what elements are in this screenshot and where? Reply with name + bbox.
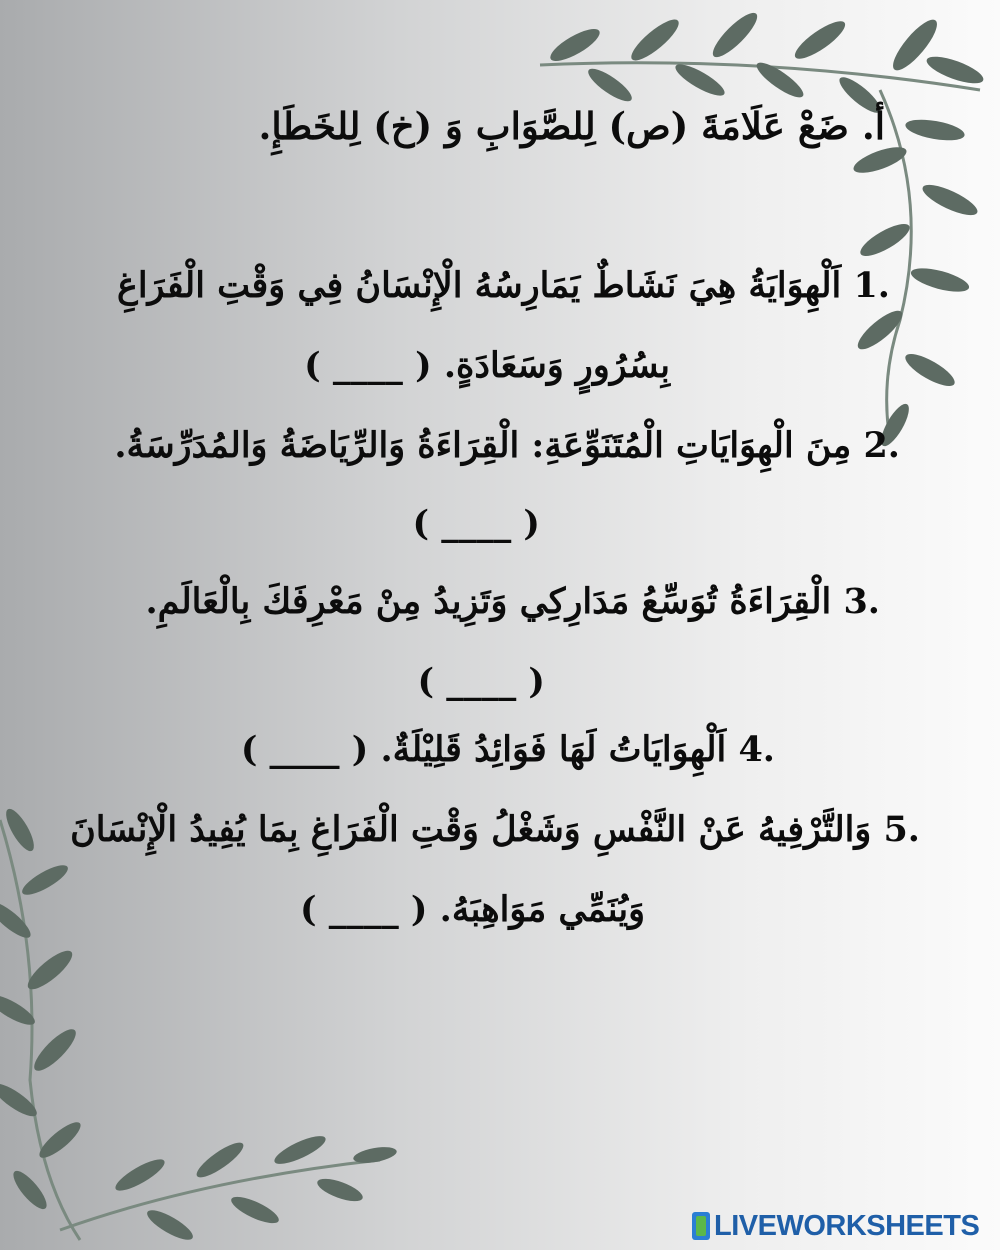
answer-blank[interactable]: ( ____ ) <box>304 345 432 386</box>
question-4 <box>241 720 775 780</box>
question-text: بِسُرُورٍ وَسَعَادَةٍ. <box>443 345 670 386</box>
question-5 <box>70 800 920 860</box>
liveworksheets-logo <box>692 1207 979 1245</box>
question-number: 4. <box>738 729 775 770</box>
answer-blank[interactable]: ( ____ ) <box>417 661 545 702</box>
question-number: 5. <box>883 809 920 850</box>
question-2 <box>114 416 900 476</box>
question-3-answer <box>418 652 546 712</box>
question-number: 1. <box>853 265 890 306</box>
question-text: وَيُنَمِّي مَوَاهِبَهُ. <box>439 889 645 930</box>
exercise-title: أ. ضَعْ عَلَامَةَ (ص) لِلصَّوَابِ وَ (خ) لِلخَطَإِ. <box>258 104 885 148</box>
question-number: 2. <box>863 425 900 466</box>
logo-icon <box>692 1212 710 1240</box>
question-text: الْقِرَاءَةُ تُوَسِّعُ مَدَارِكِي وَتَزِيدُ مِنْ مَعْرِفَكَ بِالْعَالَمِ. <box>145 581 832 622</box>
question-text: اَلْهِوَايَاتُ لَهَا فَوَائِدُ قَلِيْلَةٌ. <box>380 729 727 770</box>
question-3 <box>145 572 880 632</box>
question-text: وَالتَّرْفِيهُ عَنْ النَّفْسِ وَشَغْلُ وَقْتِ الْفَرَاغِ بِمَا يُفِيدُ الْإِنْسَانَ <box>70 809 872 850</box>
answer-blank[interactable]: ( ____ ) <box>240 729 369 770</box>
question-1-continuation <box>304 336 670 396</box>
logo-text: LIVEWORKSHEETS <box>714 1209 980 1242</box>
question-1 <box>117 256 890 316</box>
question-text: اَلْهِوَايَةُ هِيَ نَشَاطٌ يَمَارِسُهُ الْإِنْسَانُ فِي وَقْتِ الْفَرَاغِ <box>116 265 842 306</box>
answer-blank[interactable]: ( ____ ) <box>299 889 428 930</box>
question-number: 3. <box>843 581 880 622</box>
answer-blank[interactable]: ( ____ ) <box>412 503 540 544</box>
question-text: مِنَ الْهِوَايَاتِ الْمُتَنَوِّعَةِ: الْقِرَاءَةُ وَالرِّيَاضَةُ وَالمُدَرِّسَةُ. <box>114 425 852 466</box>
question-5-continuation <box>300 880 645 940</box>
question-2-answer <box>413 494 541 554</box>
